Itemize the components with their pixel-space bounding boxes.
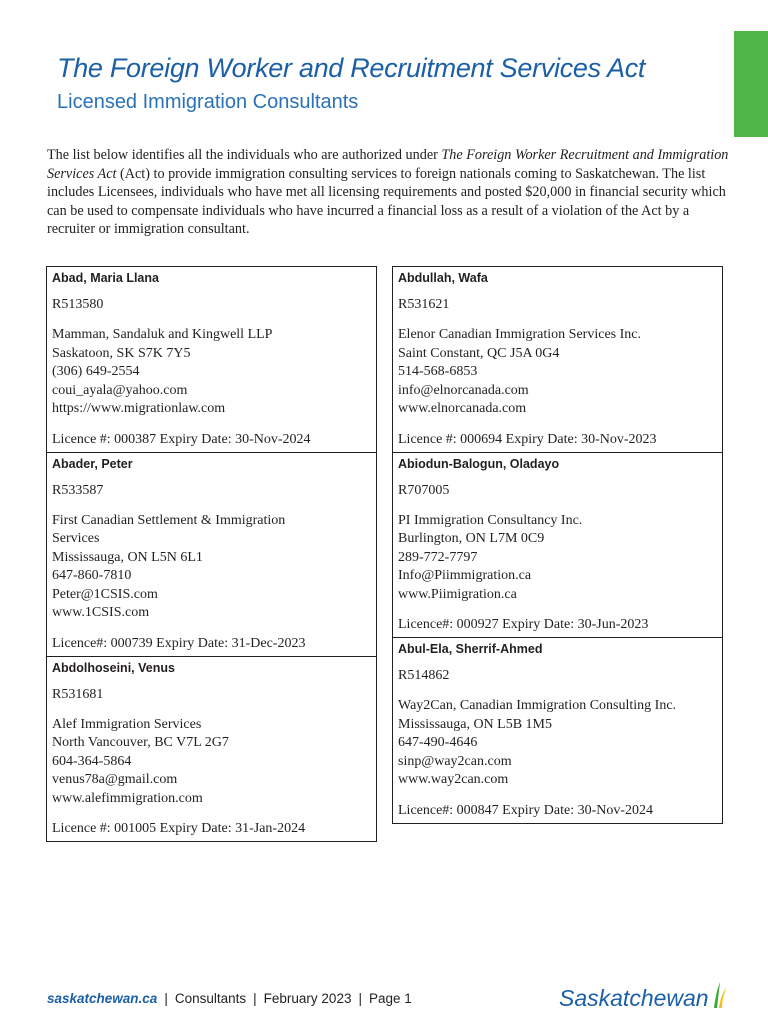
consultant-name: Abdullah, Wafa xyxy=(398,271,488,285)
contact-details xyxy=(398,697,717,790)
contact-details xyxy=(398,326,717,419)
footer-page-number: Page 1 xyxy=(368,991,412,1006)
contact-details xyxy=(52,512,371,623)
licence-info: Licence#: 000927 Expiry Date: 30-Jun-2023 xyxy=(398,617,649,632)
contact-line[interactable]: Peter@1CSIS.com xyxy=(52,586,158,602)
consultant-card xyxy=(392,452,723,639)
contact-line: Mamman, Sandaluk and Kingwell LLP xyxy=(52,327,273,342)
contact-line: 289-772-7797 xyxy=(398,549,478,565)
contact-line: Alef Immigration Services xyxy=(52,716,202,732)
licence-info: Licence#: 000847 Expiry Date: 30-Nov-2024 xyxy=(398,802,654,818)
registration-number: R514862 xyxy=(398,668,450,683)
contact-line: PI Immigration Consultancy Inc. xyxy=(398,512,583,528)
contact-details xyxy=(52,326,371,419)
licence-info: Licence#: 000739 Expiry Date: 31-Dec-2023 xyxy=(52,635,306,651)
right-consultant-column xyxy=(392,266,723,824)
logo-text: Saskatchewan xyxy=(559,985,709,1011)
contact-line[interactable]: info@elnorcanada.com xyxy=(398,382,529,398)
contact-line: Mississauga, ON L5N 6L1 xyxy=(52,549,203,565)
contact-line: Way2Can, Canadian Immigration Consulting Inc. xyxy=(398,698,677,713)
footer-date: February 2023 xyxy=(263,991,352,1006)
contact-line[interactable]: www.elnorcanada.com xyxy=(398,401,527,416)
footer-site-link[interactable]: saskatchewan.ca xyxy=(47,991,158,1006)
registration-number: R533587 xyxy=(52,482,104,498)
green-side-tab xyxy=(734,31,768,137)
left-consultant-column xyxy=(46,266,377,842)
registration-number: R531681 xyxy=(52,686,104,702)
intro-act-name: The Foreign Worker Recruitment and Immigration Services Act xyxy=(47,147,729,182)
saskatchewan-logo xyxy=(559,982,727,1012)
consultant-name: Abul-Ela, Sherrif-Ahmed xyxy=(398,642,543,656)
contact-line[interactable]: Info@Piimmigration.ca xyxy=(398,568,532,583)
contact-line: First Canadian Settlement & Immigration xyxy=(52,512,286,528)
contact-line: 604-364-5864 xyxy=(52,753,132,769)
contact-line: Burlington, ON L7M 0C9 xyxy=(398,531,545,546)
contact-line: North Vancouver, BC V7L 2G7 xyxy=(52,735,229,750)
contact-line: Mississauga, ON L5B 1M5 xyxy=(398,716,553,732)
contact-line[interactable]: www.1CSIS.com xyxy=(52,605,150,620)
consultant-name: Abiodun-Balogun, Oladayo xyxy=(398,456,560,471)
intro-text-start: The list below identifies all the individuals who are authorized under xyxy=(47,147,442,163)
contact-line: 514-568-6853 xyxy=(398,364,478,379)
contact-line[interactable]: venus78a@gmail.com xyxy=(52,772,178,787)
contact-line[interactable]: www.Piimigration.ca xyxy=(398,586,517,602)
contact-details xyxy=(398,512,717,605)
consultant-name: Abdolhoseini, Venus xyxy=(52,660,175,675)
contact-details xyxy=(52,716,371,809)
contact-line[interactable]: coui_ayala@yahoo.com xyxy=(52,382,188,398)
registration-number: R531621 xyxy=(398,297,450,312)
contact-line: 647-490-4646 xyxy=(398,735,478,750)
contact-line[interactable]: https://www.migrationlaw.com xyxy=(52,401,226,416)
contact-line: Saskatoon, SK S7K 7Y5 xyxy=(52,345,191,361)
wheat-icon xyxy=(711,982,727,1008)
licence-info: Licence #: 001005 Expiry Date: 31-Jan-2024 xyxy=(52,821,306,836)
consultant-card xyxy=(392,637,723,824)
contact-line[interactable]: www.alefimmigration.com xyxy=(52,790,203,806)
contact-line: Elenor Canadian Immigration Services Inc. xyxy=(398,327,641,342)
consultant-name: Abader, Peter xyxy=(52,456,133,471)
registration-number: R513580 xyxy=(52,297,104,312)
consultant-card xyxy=(392,266,723,453)
footer: saskatchewan.ca | Consultants | February 2023 | Page 1 xyxy=(47,991,412,1006)
contact-line[interactable]: www.way2can.com xyxy=(398,772,509,787)
footer-section: Consultants xyxy=(174,991,247,1006)
consultant-card xyxy=(46,656,377,843)
contact-line[interactable]: sinp@way2can.com xyxy=(398,753,512,769)
contact-line: 647-860-7810 xyxy=(52,568,132,583)
contact-line: Saint Constant, QC J5A 0G4 xyxy=(398,345,560,361)
registration-number: R707005 xyxy=(398,482,450,498)
consultant-card xyxy=(46,452,377,657)
page-subtitle: Licensed Immigration Consultants xyxy=(57,91,359,113)
licence-info: Licence #: 000694 Expiry Date: 30-Nov-2023 xyxy=(398,431,657,447)
intro-text-end: (Act) to provide immigration consulting services to foreign nationals coming to Saskatchewan. The list includes Licensees, individuals who have met all licensing requirements and posted $20,000 in financial security which can be used to compensate individuals who have incurred a financial loss as a result of a violation of the Act by a recruiter or immigration consultant. xyxy=(47,165,726,238)
consultant-card xyxy=(46,266,377,453)
page-title: The Foreign Worker and Recruitment Services Act xyxy=(57,53,646,83)
consultant-name: Abad, Maria Llana xyxy=(52,271,159,285)
contact-line: (306) 649-2554 xyxy=(52,364,140,379)
intro-paragraph xyxy=(47,146,737,239)
licence-info: Licence #: 000387 Expiry Date: 30-Nov-2024 xyxy=(52,431,311,447)
contact-line: Services xyxy=(52,531,100,546)
